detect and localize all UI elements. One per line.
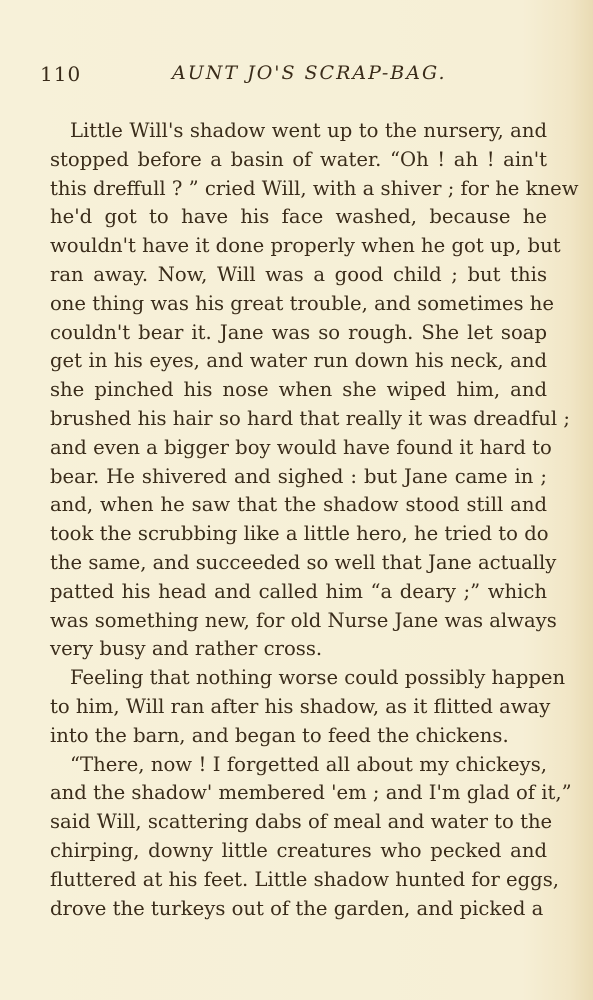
text-line: and the shadow' membered 'em ; and I'm glad of it,” xyxy=(50,781,572,805)
text-line: was something new, for old Nurse Jane was always xyxy=(50,608,557,632)
page-header xyxy=(40,62,540,90)
text-line: this dreffull ? ” cried Will, with a shiver ; for he knew xyxy=(50,176,579,200)
running-title: AUNT JO'S SCRAP-BAG. xyxy=(172,62,447,84)
text-line: she pinched his nose when she wiped him, and xyxy=(50,378,547,402)
text-line: Little Will's shadow went up to the nursery, and xyxy=(70,119,547,142)
text-line: said Will, scattering dabs of meal and water to the xyxy=(50,810,553,834)
text-line: brushed his hair so hard that really it was dreadful ; xyxy=(50,406,570,430)
page-number: 110 xyxy=(40,62,82,86)
text-line: ran away. Now, Will was a good child ; but this xyxy=(50,262,547,286)
text-line: to him, Will ran after his shadow, as it flitted away xyxy=(50,694,551,718)
text-line: very busy and rather cross. xyxy=(50,637,323,661)
text-line: couldn't bear it. Jane was so rough. She let soap xyxy=(50,320,547,344)
text-line: and, when he saw that the shadow stood still and xyxy=(50,493,547,517)
text-line: get in his eyes, and water run down his neck, and xyxy=(50,349,547,373)
text-line: stopped before a basin of water. “Oh ! ah ! ain't xyxy=(50,147,547,171)
text-line: he'd got to have his face washed, because he xyxy=(50,205,547,229)
text-line: and even a bigger boy would have found it hard to xyxy=(50,435,552,459)
text-line: one thing was his great trouble, and sometimes he xyxy=(50,291,555,315)
text-line: “There, now ! I forgetted all about my chickeys, xyxy=(70,752,547,776)
text-line: drove the turkeys out of the garden, and picked a xyxy=(50,896,544,920)
text-line: the same, and succeeded so well that Jane actually xyxy=(50,550,557,574)
text-line: chirping, downy little creatures who pecked and xyxy=(50,838,547,862)
text-line: bear. He shivered and sighed : but Jane came in ; xyxy=(50,464,547,488)
text-line: wouldn't have it done properly when he got up, but xyxy=(50,234,561,258)
text-line: fluttered at his feet. Little shadow hunted for eggs, xyxy=(50,867,560,891)
text-body xyxy=(50,117,579,923)
text-line: Feeling that nothing worse could possibly happen xyxy=(70,666,566,690)
text-line: patted his head and called him “a deary ;” which xyxy=(50,579,547,603)
text-line: took the scrubbing like a little hero, he tried to do xyxy=(50,522,549,546)
text-line: into the barn, and began to feed the chickens. xyxy=(50,723,509,747)
